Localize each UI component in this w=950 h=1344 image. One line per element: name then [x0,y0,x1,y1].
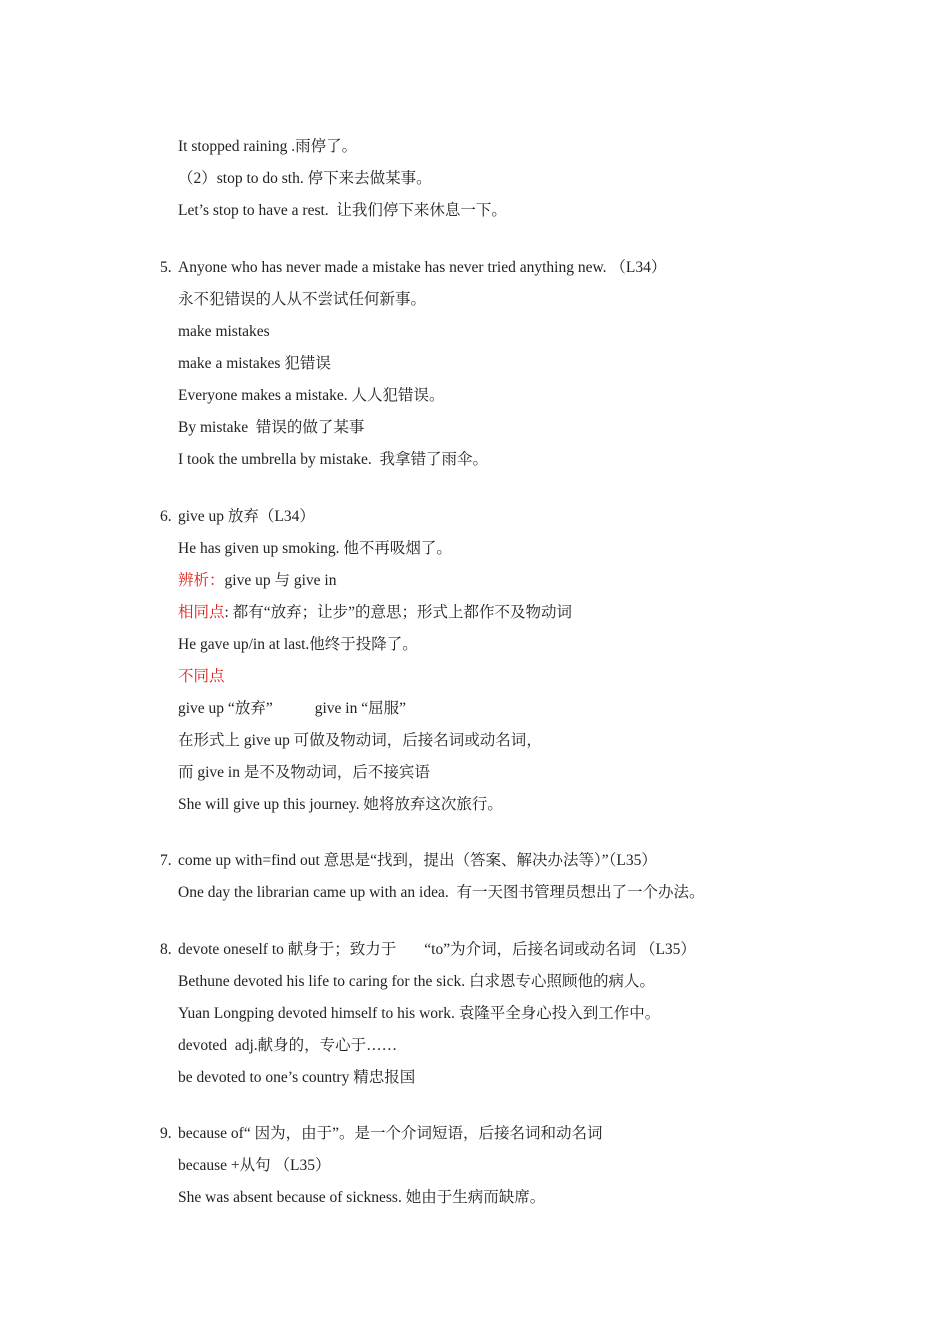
item6-tongdian-line [178,603,572,623]
item5-line-3: make a mistakes 犯错误 [178,355,331,372]
item8-line-2: Yuan Longping devoted himself to his work. 袁隆平全身心投入到工作中。 [178,1005,661,1022]
item8-title-b: “to”为介词，后接名词或动名词 （L35） [424,941,696,958]
tongdian-label: 相同点 [178,604,225,621]
intro-line-2: （2）stop to do sth. 停下来去做某事。 [178,170,432,187]
item5-line-5: By mistake 错误的做了某事 [178,419,365,436]
item5-number: 5. [160,259,172,276]
give-in-meaning: give in “屈服” [314,700,406,717]
bianxi-label: 辨析： [178,572,225,589]
item8-line-4: be devoted to one’s country 精忠报国 [178,1069,416,1086]
item6-line-6: She will give up this journey. 她将放弃这次旅行。 [178,796,503,813]
item8-number: 8. [160,941,172,958]
bianxi-text: give up 与 give in [224,572,337,589]
item9-line-2: She was absent because of sickness. 她由于生病而缺席。 [178,1189,546,1206]
item9-title: because of“ 因为，由于”。是一个介词短语，后接名词和动名词 [178,1125,603,1142]
item6-line-5: 而 give in 是不及物动词，后不接宾语 [178,764,430,781]
item5-line-2: make mistakes [178,323,270,340]
item6-title: give up 放弃（L34） [178,508,315,525]
item6-number: 6. [160,508,172,525]
item6-line-4: 在形式上 give up 可做及物动词，后接名词或动名词， [178,732,542,749]
item8-title [178,940,696,960]
item5-title: Anyone who has never made a mistake has never tried anything new. （L34） [178,259,667,276]
item7-line-1: One day the librarian came up with an idea. 有一天图书管理员想出了一个办法。 [178,884,705,901]
intro-line-3: Let’s stop to have a rest. 让我们停下来休息一下。 [178,202,507,219]
give-up-meaning: give up “放弃” [178,700,273,717]
item8-title-a: devote oneself to 献身于；致力于 [178,941,397,958]
tongdian-text: : 都有“放弃；让步”的意思；形式上都作不及物动词 [224,604,572,621]
intro-line-1: It stopped raining .雨停了。 [178,138,358,155]
butong-label: 不同点 [178,668,225,685]
item7-title: come up with=find out 意思是“找到，提出（答案、解决办法等）”（L35） [178,852,657,869]
item9-line-1: because +从句 （L35） [178,1157,331,1174]
item6-compare-line [178,699,406,719]
item6-line-2: He gave up/in at last.他终于投降了。 [178,636,418,653]
item5-line-6: I took the umbrella by mistake. 我拿错了雨伞。 [178,451,488,468]
item5-line-1: 永不犯错误的人从不尝试任何新事。 [178,291,427,308]
item6-line-1: He has given up smoking. 他不再吸烟了。 [178,540,452,557]
item7-number: 7. [160,852,172,869]
item8-line-1: Bethune devoted his life to caring for the sick. 白求恩专心照顾他的病人。 [178,973,655,990]
item9-number: 9. [160,1125,172,1142]
item6-bianxi-line [178,571,336,591]
item5-line-4: Everyone makes a mistake. 人人犯错误。 [178,387,445,404]
item8-line-3: devoted adj.献身的，专心于…… [178,1037,398,1054]
